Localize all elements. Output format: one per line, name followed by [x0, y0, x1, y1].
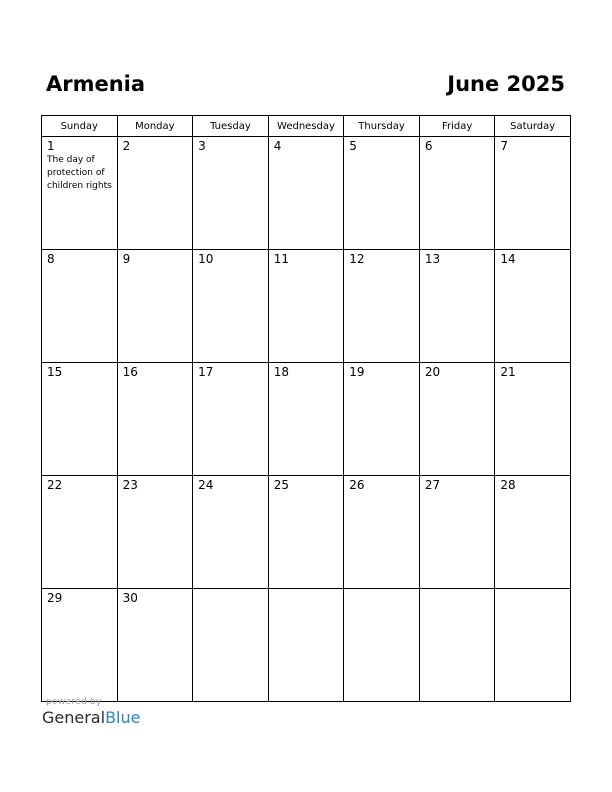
weekday-header: Wednesday — [268, 116, 344, 137]
day-number: 23 — [122, 478, 138, 492]
day-cell — [268, 589, 344, 702]
day-number: 10 — [198, 252, 214, 266]
day-cell — [117, 137, 193, 250]
day-cell — [495, 363, 571, 476]
day-number: 8 — [47, 252, 55, 266]
day-number: 14 — [500, 252, 516, 266]
week-row — [42, 137, 571, 250]
day-number: 29 — [47, 591, 63, 605]
holiday-label: The day of protection of children rights — [47, 155, 112, 191]
day-cell — [268, 137, 344, 250]
day-cell — [42, 589, 118, 702]
day-number: 3 — [198, 139, 206, 153]
day-number: 4 — [273, 139, 282, 153]
day-number: 18 — [273, 365, 289, 379]
week-row — [42, 589, 571, 702]
day-cell — [42, 476, 118, 589]
weekday-header: Monday — [117, 116, 193, 137]
generalblue-logo — [42, 708, 140, 727]
day-cell — [419, 250, 495, 363]
day-cell — [495, 250, 571, 363]
day-cell — [193, 589, 269, 702]
day-cell — [193, 476, 269, 589]
weekday-header: Tuesday — [193, 116, 269, 137]
day-cell — [495, 476, 571, 589]
day-number: 11 — [273, 252, 289, 266]
weekday-header: Saturday — [495, 116, 571, 137]
weekday-header: Friday — [419, 116, 495, 137]
day-cell — [117, 476, 193, 589]
day-cell — [42, 250, 118, 363]
day-cell — [344, 363, 420, 476]
week-row — [42, 250, 571, 363]
month-year-title: June 2025 — [447, 72, 565, 96]
country-title: Armenia — [46, 72, 146, 96]
brand-name-general: General — [42, 708, 106, 727]
day-cell — [117, 363, 193, 476]
week-row — [42, 476, 571, 589]
day-cell — [268, 363, 344, 476]
day-number: 25 — [273, 478, 289, 492]
day-cell — [419, 363, 495, 476]
day-cell — [42, 137, 118, 250]
day-number: 24 — [198, 478, 214, 492]
weekday-header-row — [42, 116, 571, 137]
day-cell — [344, 589, 420, 702]
day-cell — [419, 589, 495, 702]
powered-by-label: powered by — [46, 697, 102, 707]
day-cell — [344, 476, 420, 589]
day-number: 15 — [47, 365, 63, 379]
day-number: 30 — [122, 591, 138, 605]
day-cell — [344, 137, 420, 250]
day-number: 16 — [122, 365, 138, 379]
day-number: 2 — [122, 139, 131, 153]
day-number: 9 — [122, 252, 131, 266]
brand-name-blue: Blue — [105, 708, 141, 727]
day-cell — [419, 476, 495, 589]
day-cell — [42, 363, 118, 476]
day-cell — [268, 476, 344, 589]
day-number: 1 — [47, 139, 55, 153]
week-row — [42, 363, 571, 476]
day-number: 22 — [47, 478, 63, 492]
day-number: 12 — [349, 252, 365, 266]
weekday-header: Sunday — [42, 116, 118, 137]
weekday-header: Thursday — [344, 116, 420, 137]
day-number: 17 — [198, 365, 214, 379]
day-cell — [495, 137, 571, 250]
day-cell — [193, 137, 269, 250]
day-number: 19 — [349, 365, 365, 379]
day-number: 5 — [349, 139, 357, 153]
day-cell — [344, 250, 420, 363]
day-cell — [117, 589, 193, 702]
day-cell — [117, 250, 193, 363]
day-number: 7 — [500, 139, 509, 153]
day-cell — [419, 137, 495, 250]
day-number: 20 — [424, 365, 441, 379]
day-number: 26 — [349, 478, 365, 492]
day-cell — [268, 250, 344, 363]
day-number: 27 — [424, 478, 441, 492]
day-number: 6 — [424, 139, 433, 153]
day-number: 21 — [500, 365, 516, 379]
day-number: 28 — [500, 478, 516, 492]
day-cell — [193, 250, 269, 363]
day-number: 13 — [424, 252, 441, 266]
day-cell — [193, 363, 269, 476]
day-cell — [495, 589, 571, 702]
calendar-grid — [41, 115, 571, 702]
